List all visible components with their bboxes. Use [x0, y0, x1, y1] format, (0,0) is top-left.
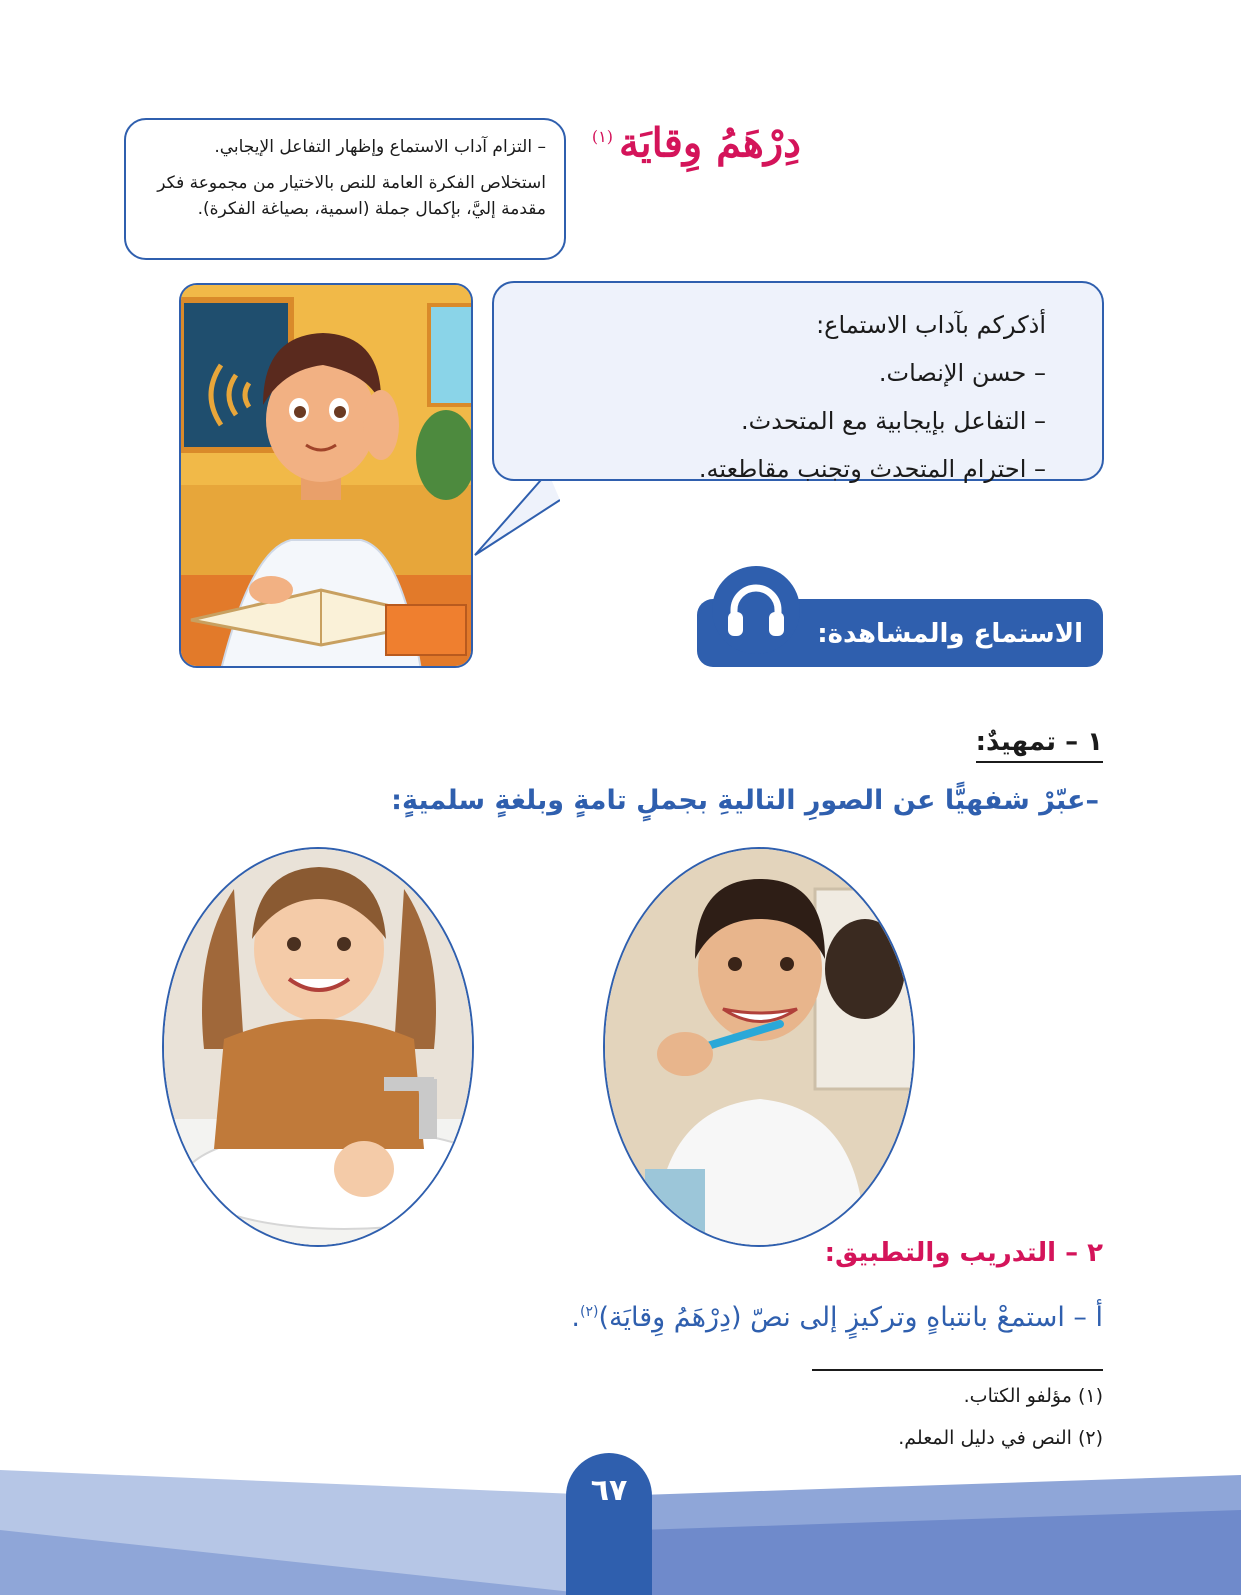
footnote-1: (١) مؤلفو الكتاب. — [963, 1385, 1103, 1407]
title-footnote-mark: (١) — [591, 127, 614, 146]
lesson-title — [541, 112, 801, 168]
headphones-icon — [712, 566, 800, 654]
listen-instruction — [343, 1292, 1103, 1338]
footnote-divider — [812, 1369, 1103, 1371]
intro-heading: ١ – تمهيدٌ: — [976, 725, 1103, 763]
section-banner-title: الاستماع والمشاهدة: — [817, 619, 1083, 649]
bubble-item-2: – التفاعل بإيجابية مع المتحدث. — [741, 407, 1046, 435]
boy-brushing-teeth-photo — [603, 847, 915, 1247]
page-number-tab — [566, 1453, 652, 1595]
boy-listening-illustration — [179, 283, 473, 668]
bubble-item-3: – احترام المتحدث وتجنب مقاطعته. — [698, 455, 1046, 483]
objectives-box — [124, 118, 566, 260]
listen-instruction-end: . — [571, 1302, 581, 1333]
objective-2: استخلاص الفكرة العامة للنص بالاختيار من مجموعة فكر مقدمة إليَّ، بإكمال جملة (اسمية، بصياغة الفكرة). — [157, 173, 546, 219]
page-number: ٦٧ — [590, 1473, 628, 1508]
bubble-item-1: – حسن الإنصات. — [878, 359, 1046, 387]
intro-instruction: –عبّرْ شفهيًّا عن الصورِ التاليةِ بجملٍ تامةٍ وبلغةٍ سلميةٍ: — [391, 785, 1099, 816]
objective-1: – التزام آداب الاستماع وإظهار التفاعل الإيجابي. — [214, 137, 546, 157]
listening-etiquette-bubble — [492, 281, 1104, 481]
listen-instruction-text: أ – استمعْ بانتباهٍ وتركيزٍ إلى نصّ (دِرْهَمُ وِقايَة) — [598, 1302, 1103, 1333]
girl-washing-hands-photo — [162, 847, 474, 1247]
training-heading: ٢ – التدريب والتطبيق: — [824, 1238, 1103, 1268]
listen-footnote-mark: (٢) — [580, 1304, 599, 1320]
lesson-title-text: دِرْهَمُ وِقايَة — [619, 119, 801, 167]
footnote-2: (٢) النص في دليل المعلم. — [898, 1427, 1103, 1449]
bubble-heading: أذكركم بآداب الاستماع: — [816, 311, 1046, 339]
